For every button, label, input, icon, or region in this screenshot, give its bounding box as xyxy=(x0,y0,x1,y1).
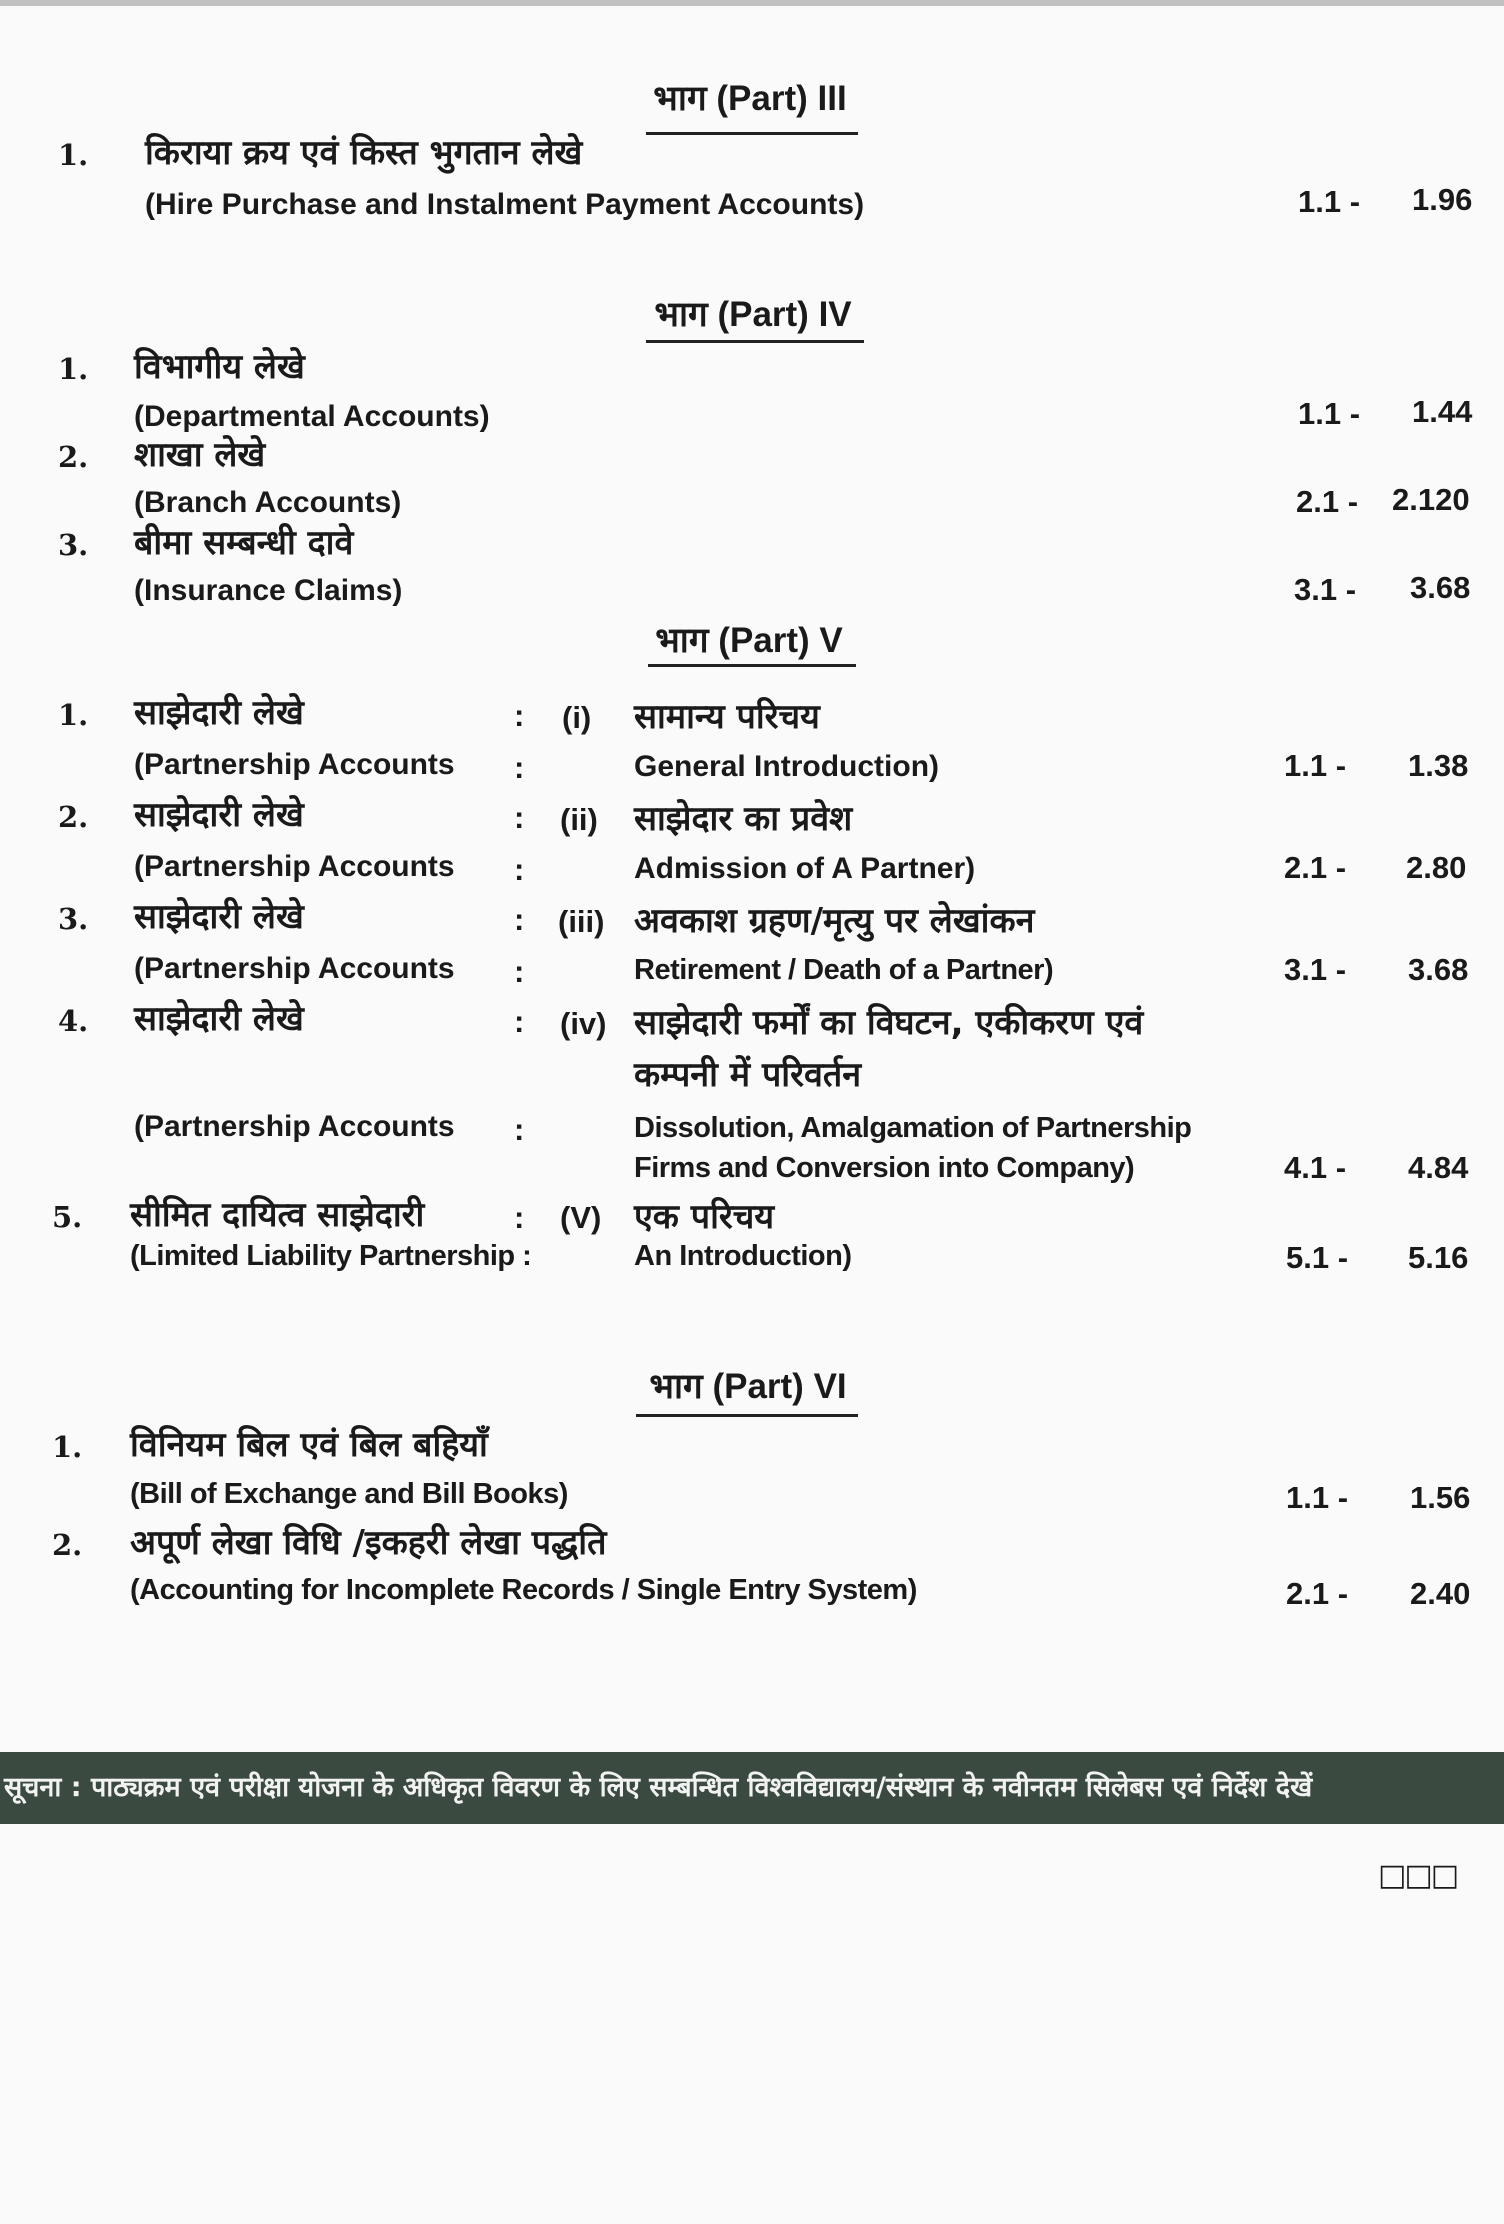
part-6-item-1-english: (Bill of Exchange and Bill Books) xyxy=(130,1478,568,1510)
part-5-item-5-colon: : xyxy=(514,1200,525,1235)
part-5-item-4-roman: (iv) xyxy=(560,1006,607,1041)
part-5-item-1-english: (Partnership Accounts xyxy=(134,748,455,781)
part-6-item-2-number: 2. xyxy=(52,1528,83,1562)
part-5-item-5-roman: (V) xyxy=(560,1200,602,1235)
part-3-heading: भाग (Part) III xyxy=(653,79,847,118)
part-5-item-5-english: (Limited Liability Partnership : xyxy=(130,1240,532,1272)
part-5-item-3-page-to: 3.68 xyxy=(1408,952,1469,987)
part-5-item-4-english: (Partnership Accounts xyxy=(134,1110,455,1143)
part-5-item-5-number: 5. xyxy=(52,1200,83,1234)
part-4-item-1-number: 1. xyxy=(58,352,89,386)
part-6-item-1-page-from: 1.1 - xyxy=(1286,1480,1349,1515)
part-4-item-2-number: 2. xyxy=(58,440,89,474)
notice-banner: सूचना : पाठ्यक्रम एवं परीक्षा योजना के अधिकृत विवरण के लिए सम्बन्धित विश्वविद्यालय/संस्थान के नवीनतम सिलेबस एवं निर्देश देखें xyxy=(0,1752,1504,1824)
part-5-item-3-page-from: 3.1 - xyxy=(1284,952,1347,987)
part-5-item-1-sub-english: General Introduction) xyxy=(634,750,940,783)
part-4-item-3-page-to: 3.68 xyxy=(1410,570,1471,605)
part-5-item-2-sub-english: Admission of A Partner) xyxy=(634,852,976,885)
part-4-item-3-hindi: बीमा सम्बन्धी दावे xyxy=(134,523,354,563)
part-4-item-3-english: (Insurance Claims) xyxy=(134,574,403,607)
part-4-item-1-page-to: 1.44 xyxy=(1412,394,1473,429)
part-5-item-5-sub-english: An Introduction) xyxy=(634,1240,852,1272)
part-5-item-1-sub-hindi: सामान्य परिचय xyxy=(634,697,820,737)
part-5-item-3-hindi: साझेदारी लेखे xyxy=(134,897,304,937)
part-5-item-3-sub-hindi: अवकाश ग्रहण/मृत्यु पर लेखांकन xyxy=(634,901,1035,941)
part-6-item-2-page-from: 2.1 - xyxy=(1286,1576,1349,1611)
part-5-item-5-page-from: 5.1 - xyxy=(1286,1240,1349,1275)
part-3-item-1-english: (Hire Purchase and Instalment Payment Accounts) xyxy=(145,188,865,221)
part-3-item-1-hindi: किराया क्रय एवं किस्त भुगतान लेखे xyxy=(145,133,583,173)
part-5-item-3-colon-2: : xyxy=(514,954,525,989)
part-5-item-1-hindi: साझेदारी लेखे xyxy=(134,693,304,733)
part-5-item-2-hindi: साझेदारी लेखे xyxy=(134,795,304,835)
part-6-item-2-hindi: अपूर्ण लेखा विधि /इकहरी लेखा पद्धति xyxy=(130,1523,607,1563)
part-6-underline xyxy=(636,1414,858,1417)
part-4-item-1-hindi: विभागीय लेखे xyxy=(134,347,305,387)
part-5-item-1-roman: (i) xyxy=(562,700,592,735)
part-5-item-3-colon: : xyxy=(514,902,525,937)
part-4-item-3-page-from: 3.1 - xyxy=(1294,572,1357,607)
top-edge-line xyxy=(0,0,1504,6)
part-6-item-1-number: 1. xyxy=(52,1430,83,1464)
part-5-item-4-page-from: 4.1 - xyxy=(1284,1150,1347,1185)
part-5-item-4-hindi: साझेदारी लेखे xyxy=(134,999,304,1039)
part-5-item-2-sub-hindi: साझेदार का प्रवेश xyxy=(634,799,853,839)
part-5-item-4-number: 4. xyxy=(58,1004,89,1038)
part-5-item-2-page-from: 2.1 - xyxy=(1284,850,1347,885)
part-6-item-1-hindi: विनियम बिल एवं बिल बहियाँ xyxy=(130,1425,488,1465)
part-5-item-4-sub-english-2: Firms and Conversion into Company) xyxy=(634,1152,1135,1184)
part-3-item-1-page-to: 1.96 xyxy=(1412,182,1473,217)
part-5-item-4-sub-hindi-2: कम्पनी में परिवर्तन xyxy=(634,1055,862,1095)
part-5-item-4-sub-hindi: साझेदारी फर्मों का विघटन, एकीकरण एवं xyxy=(634,1003,1144,1043)
part-5-item-1-colon: : xyxy=(514,698,525,733)
part-5-item-1-page-to: 1.38 xyxy=(1408,748,1469,783)
part-4-item-2-hindi: शाखा लेखे xyxy=(134,435,266,475)
part-4-item-2-english: (Branch Accounts) xyxy=(134,486,402,519)
part-5-item-1-colon-2: : xyxy=(514,750,525,785)
part-3-item-1-page-from: 1.1 - xyxy=(1298,184,1361,219)
part-5-item-2-page-to: 2.80 xyxy=(1406,850,1467,885)
part-6-heading: भाग (Part) VI xyxy=(649,1367,847,1406)
part-4-item-1-english: (Departmental Accounts) xyxy=(134,400,490,433)
part-5-item-2-colon: : xyxy=(514,800,525,835)
part-5-heading: भाग (Part) V xyxy=(655,621,843,660)
part-5-item-2-roman: (ii) xyxy=(560,802,598,837)
part-6-item-2-page-to: 2.40 xyxy=(1410,1576,1471,1611)
part-5-item-4-colon-2: : xyxy=(514,1112,525,1147)
part-5-item-4-sub-english: Dissolution, Amalgamation of Partnership xyxy=(634,1112,1192,1144)
part-5-item-3-sub-english: Retirement / Death of a Partner) xyxy=(634,954,1054,986)
part-5-item-3-english: (Partnership Accounts xyxy=(134,952,455,985)
part-5-item-1-number: 1. xyxy=(58,698,89,732)
part-5-underline xyxy=(648,664,856,667)
part-5-item-4-colon: : xyxy=(514,1004,525,1039)
part-5-item-2-english: (Partnership Accounts xyxy=(134,850,455,883)
part-5-item-5-sub-hindi: एक परिचय xyxy=(634,1197,775,1237)
part-5-item-3-number: 3. xyxy=(58,902,89,936)
part-4-heading: भाग (Part) IV xyxy=(654,295,852,334)
part-5-item-2-number: 2. xyxy=(58,800,89,834)
part-4-item-3-number: 3. xyxy=(58,528,89,562)
part-5-item-5-hindi: सीमित दायित्व साझेदारी xyxy=(130,1195,425,1235)
end-mark: □□□ xyxy=(1378,1858,1458,1893)
part-5-item-2-colon-2: : xyxy=(514,852,525,887)
part-5-item-1-page-from: 1.1 - xyxy=(1284,748,1347,783)
part-4-item-2-page-to: 2.120 xyxy=(1392,482,1470,517)
part-4-item-1-page-from: 1.1 - xyxy=(1298,396,1361,431)
part-3-item-1-number: 1. xyxy=(58,138,89,172)
part-4-underline xyxy=(646,340,864,343)
part-5-item-4-page-to: 4.84 xyxy=(1408,1150,1469,1185)
part-5-item-3-roman: (iii) xyxy=(558,904,605,939)
part-6-item-2-english: (Accounting for Incomplete Records / Single Entry System) xyxy=(130,1574,917,1606)
part-6-item-1-page-to: 1.56 xyxy=(1410,1480,1471,1515)
part-5-item-5-page-to: 5.16 xyxy=(1408,1240,1469,1275)
part-3-underline xyxy=(646,132,858,135)
part-4-item-2-page-from: 2.1 - xyxy=(1296,484,1359,519)
